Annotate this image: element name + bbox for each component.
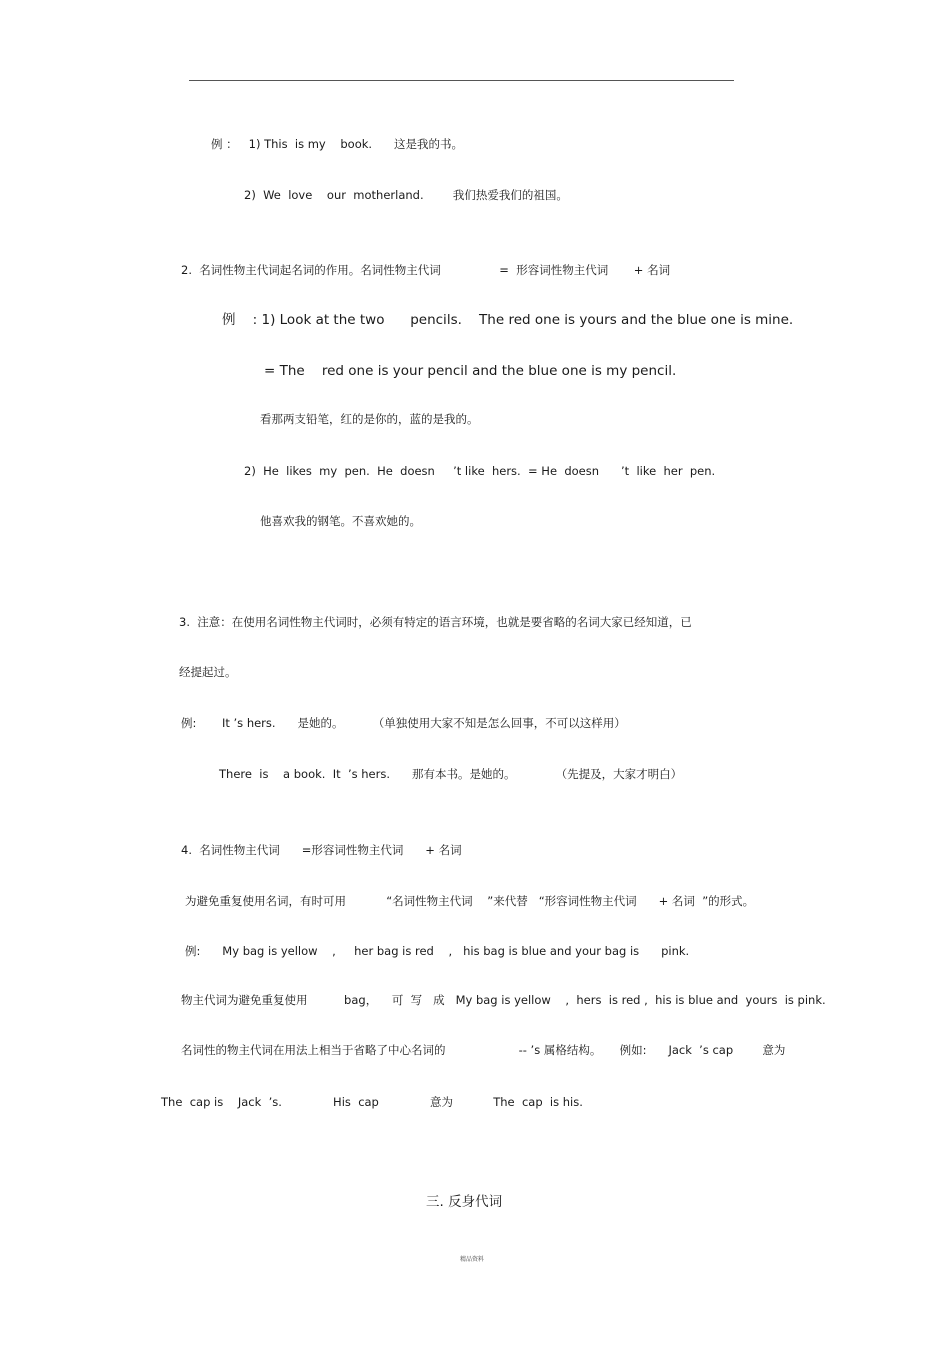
rule-3-continuation: 经提起过。 [179,665,237,679]
example-line-6: 例: It ’s hers. 是她的。 （单独使用大家不知是怎么回事，不可以这样用） [181,716,626,730]
translation-line-1: 看那两支铅笔，红的是你的，蓝的是我的。 [260,412,479,426]
rule-4-note: 名词性的物主代词在用法上相当于省略了中心名词的 -- ’s 属格结构。 例如: Jack ’s cap 意为 [181,1043,786,1057]
rule-3-heading: 3. 注意：在使用名词性物主代词时，必须有特定的语言环境，也就是要省略的名词大家已经知道，已 [179,615,692,629]
header-rule [189,80,734,81]
example-line-4: = The red one is your pencil and the blue one is my pencil. [264,363,677,379]
example-line-5: 2) He likes my pen. He doesn ’t like hers. = He doesn ’t like her pen. [244,464,716,478]
page-footer: 精品资料 [460,1256,485,1263]
example-line-8: 例: My bag is yellow , her bag is red , his bag is blue and your bag is pink. [185,944,690,958]
rule-4-explanation: 为避免重复使用名词，有时可用 “名词性物主代词 ”来代替 “形容词性物主代词 + 名词 ”的形式。 [185,894,755,908]
example-line-3: 例 : 1) Look at the two pencils. The red one is yours and the blue one is mine. [222,312,794,328]
rule-4-note-continuation: The cap is Jack ’s. His cap 意为 The cap is his. [161,1095,583,1109]
section-title: 三. 反身代词 [426,1194,503,1210]
example-line-2: 2) We love our motherland. 我们热爱我们的祖国。 [244,188,568,202]
translation-line-2: 他喜欢我的钢笔。不喜欢她的。 [260,514,421,528]
rule-4-heading: 4. 名词性物主代词 =形容词性物主代词 + 名词 [181,843,462,857]
example-line-7: There is a book. It ’s hers. 那有本书。是她的。 （先提及，大家才明白） [219,767,683,781]
example-line-1: 例 ： 1) This is my book. 这是我的书。 [211,137,463,151]
rule-2-heading: 2. 名词性物主代词起名词的作用。名词性物主代词 = 形容词性物主代词 + 名词 [181,263,671,277]
example-line-9: 物主代词为避免重复使用 bag， 可 写 成 My bag is yellow , hers is red , his is blue and yours is pink. [181,993,826,1007]
